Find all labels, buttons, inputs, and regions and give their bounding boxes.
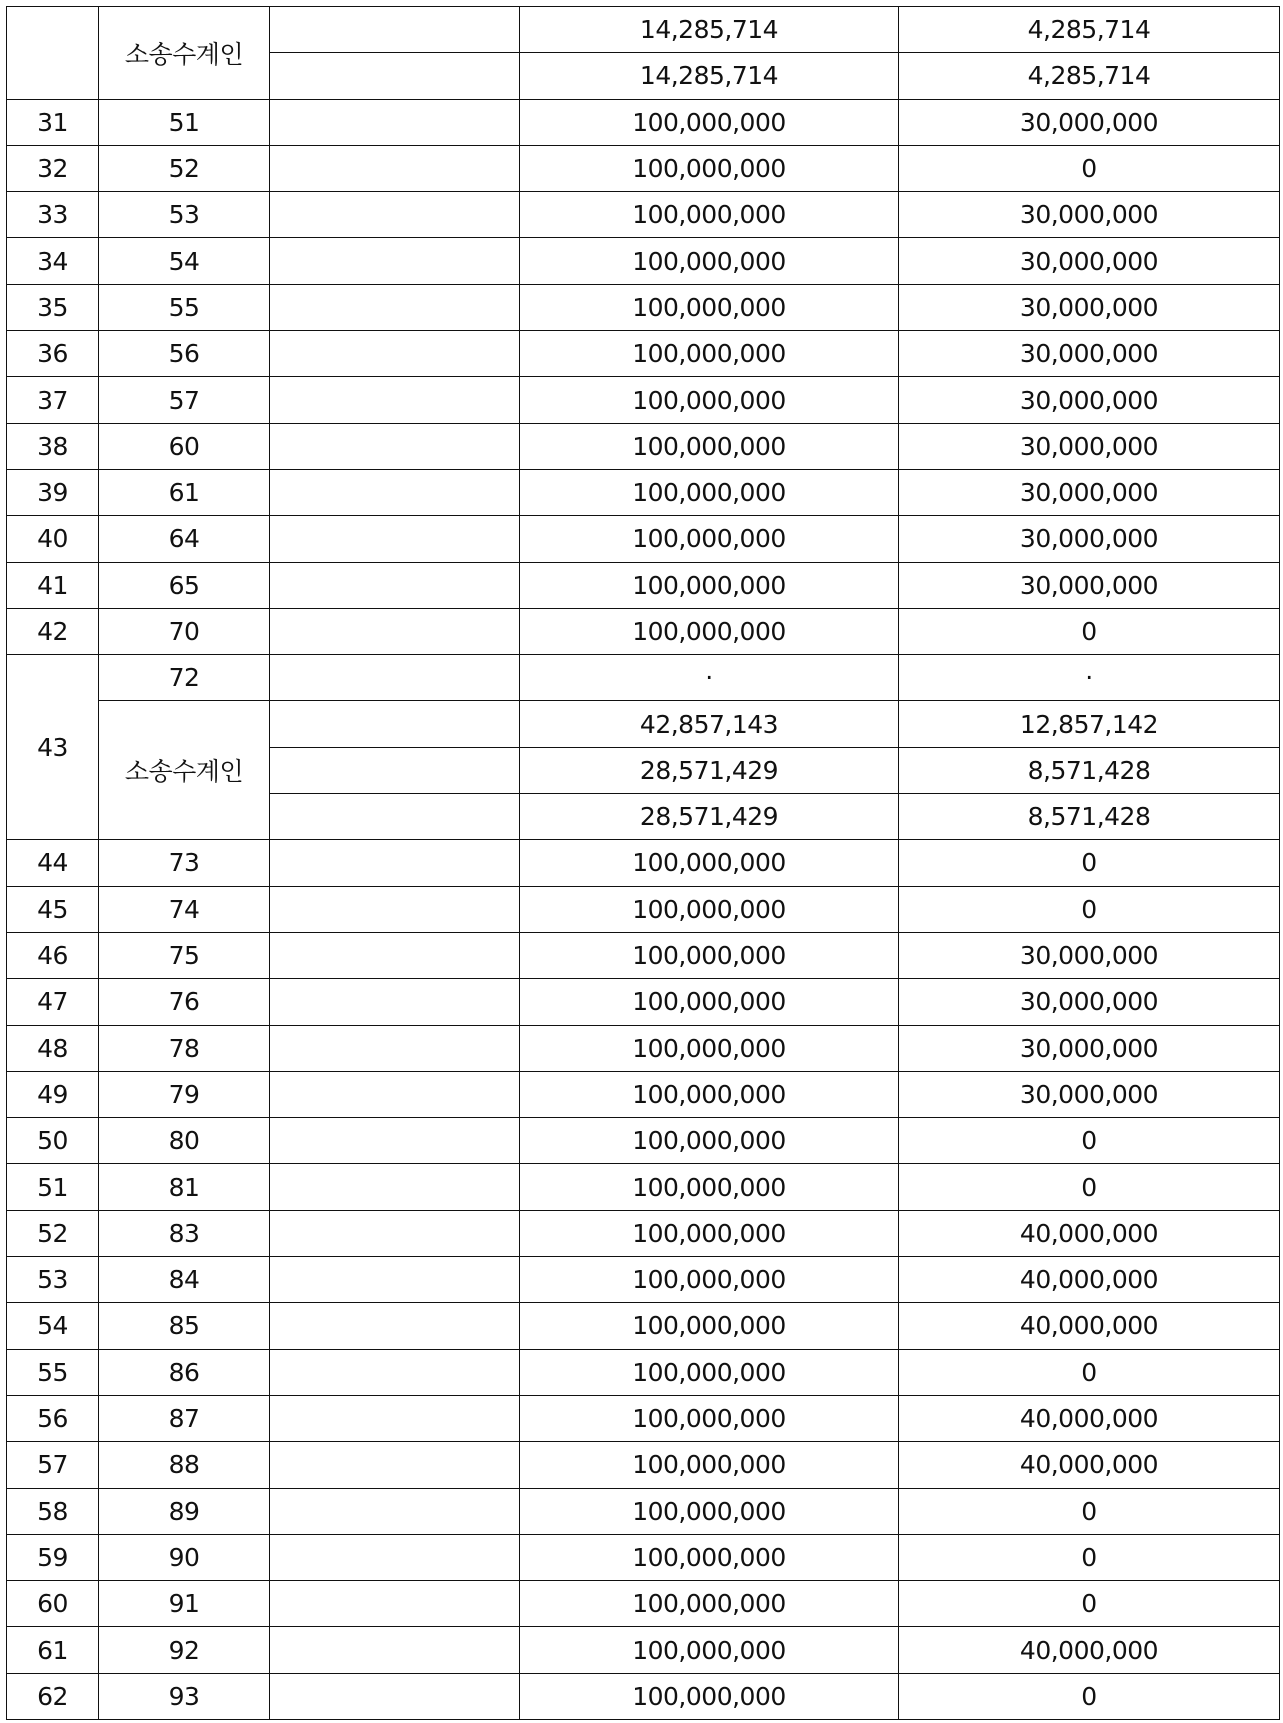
awarded-amount-cell: 40,000,000 bbox=[899, 1395, 1280, 1441]
name-cell bbox=[270, 377, 520, 423]
seq-cell: 56 bbox=[7, 1395, 99, 1441]
table-row bbox=[7, 1210, 1280, 1256]
table-row bbox=[7, 516, 1280, 562]
name-cell bbox=[270, 1488, 520, 1534]
name-cell bbox=[270, 1071, 520, 1117]
table-row bbox=[7, 1534, 1280, 1580]
name-cell bbox=[270, 53, 520, 99]
seq-cell: 53 bbox=[7, 1257, 99, 1303]
table-row bbox=[7, 1395, 1280, 1441]
name-cell bbox=[270, 932, 520, 978]
claim-amount-cell: 100,000,000 bbox=[520, 1581, 899, 1627]
awarded-amount-cell: 4,285,714 bbox=[899, 53, 1280, 99]
name-cell bbox=[270, 284, 520, 330]
table-row bbox=[7, 1118, 1280, 1164]
seq-cell: 62 bbox=[7, 1673, 99, 1719]
claim-amount-cell: 100,000,000 bbox=[520, 331, 899, 377]
claimant-no-cell: 92 bbox=[99, 1627, 270, 1673]
awarded-amount-cell: 30,000,000 bbox=[899, 1071, 1280, 1117]
claimant-no-cell: 60 bbox=[99, 423, 270, 469]
awarded-amount-cell: 30,000,000 bbox=[899, 331, 1280, 377]
name-cell bbox=[270, 238, 520, 284]
seq-cell: 36 bbox=[7, 331, 99, 377]
table-row bbox=[7, 331, 1280, 377]
name-cell bbox=[270, 1257, 520, 1303]
seq-cell: 54 bbox=[7, 1303, 99, 1349]
claimant-no-cell: 72 bbox=[99, 655, 270, 701]
claims-table bbox=[6, 6, 1280, 1720]
claim-amount-cell: 100,000,000 bbox=[520, 1442, 899, 1488]
awarded-amount-cell: 40,000,000 bbox=[899, 1442, 1280, 1488]
awarded-amount-cell: 0 bbox=[899, 1673, 1280, 1719]
claimant-no-cell: 56 bbox=[99, 331, 270, 377]
awarded-amount-cell: 0 bbox=[899, 1581, 1280, 1627]
seq-cell: 40 bbox=[7, 516, 99, 562]
claim-amount-cell: 100,000,000 bbox=[520, 1118, 899, 1164]
claimant-no-cell: 84 bbox=[99, 1257, 270, 1303]
claim-amount-cell: 14,285,714 bbox=[520, 53, 899, 99]
table-row bbox=[7, 1627, 1280, 1673]
seq-cell: 43 bbox=[7, 655, 99, 840]
claim-amount-cell: 100,000,000 bbox=[520, 1627, 899, 1673]
table-row bbox=[7, 99, 1280, 145]
awarded-amount-cell: 0 bbox=[899, 1488, 1280, 1534]
claim-amount-cell: 100,000,000 bbox=[520, 979, 899, 1025]
claim-amount-cell: 100,000,000 bbox=[520, 145, 899, 191]
seq-cell: 44 bbox=[7, 840, 99, 886]
name-cell bbox=[270, 1164, 520, 1210]
seq-cell: 52 bbox=[7, 1210, 99, 1256]
awarded-amount-cell: 0 bbox=[899, 886, 1280, 932]
claimant-no-cell: 55 bbox=[99, 284, 270, 330]
awarded-amount-cell: 0 bbox=[899, 145, 1280, 191]
claimant-no-cell: 88 bbox=[99, 1442, 270, 1488]
claimant-no-cell: 86 bbox=[99, 1349, 270, 1395]
seq-cell: 51 bbox=[7, 1164, 99, 1210]
claimant-no-cell: 93 bbox=[99, 1673, 270, 1719]
seq-cell: 46 bbox=[7, 932, 99, 978]
claimant-no-cell: 89 bbox=[99, 1488, 270, 1534]
name-cell bbox=[270, 1442, 520, 1488]
seq-cell: 34 bbox=[7, 238, 99, 284]
awarded-amount-cell: 8,571,428 bbox=[899, 747, 1280, 793]
table-row bbox=[7, 1071, 1280, 1117]
table-row bbox=[7, 7, 1280, 53]
seq-cell: 39 bbox=[7, 469, 99, 515]
claimant-no-cell: 57 bbox=[99, 377, 270, 423]
awarded-amount-cell: · bbox=[899, 655, 1280, 701]
claims-table-body bbox=[7, 7, 1280, 1720]
table-row bbox=[7, 469, 1280, 515]
claim-amount-cell: 100,000,000 bbox=[520, 192, 899, 238]
name-cell bbox=[270, 469, 520, 515]
seq-cell: 49 bbox=[7, 1071, 99, 1117]
claimant-no-cell: 65 bbox=[99, 562, 270, 608]
claim-amount-cell: 100,000,000 bbox=[520, 1210, 899, 1256]
claim-amount-cell: 100,000,000 bbox=[520, 99, 899, 145]
name-cell bbox=[270, 516, 520, 562]
claim-amount-cell: 100,000,000 bbox=[520, 562, 899, 608]
claim-amount-cell: 100,000,000 bbox=[520, 840, 899, 886]
table-row bbox=[7, 284, 1280, 330]
name-cell bbox=[270, 655, 520, 701]
name-cell bbox=[270, 840, 520, 886]
seq-cell: 33 bbox=[7, 192, 99, 238]
claimant-no-cell: 73 bbox=[99, 840, 270, 886]
table-row bbox=[7, 932, 1280, 978]
claimant-no-cell: 85 bbox=[99, 1303, 270, 1349]
claimant-no-cell: 54 bbox=[99, 238, 270, 284]
claim-amount-cell: 100,000,000 bbox=[520, 1488, 899, 1534]
awarded-amount-cell: 30,000,000 bbox=[899, 423, 1280, 469]
seq-cell: 32 bbox=[7, 145, 99, 191]
claim-amount-cell: 100,000,000 bbox=[520, 1071, 899, 1117]
seq-cell: 41 bbox=[7, 562, 99, 608]
claim-amount-cell: 100,000,000 bbox=[520, 886, 899, 932]
table-row bbox=[7, 1581, 1280, 1627]
claim-amount-cell: 100,000,000 bbox=[520, 469, 899, 515]
table-row bbox=[7, 840, 1280, 886]
name-cell bbox=[270, 192, 520, 238]
table-row bbox=[7, 238, 1280, 284]
table-row bbox=[7, 377, 1280, 423]
name-cell bbox=[270, 562, 520, 608]
awarded-amount-cell: 30,000,000 bbox=[899, 979, 1280, 1025]
seq-cell: 60 bbox=[7, 1581, 99, 1627]
name-cell bbox=[270, 1210, 520, 1256]
claim-amount-cell: 100,000,000 bbox=[520, 1534, 899, 1580]
name-cell bbox=[270, 747, 520, 793]
claim-amount-cell: 100,000,000 bbox=[520, 1303, 899, 1349]
claim-amount-cell: 100,000,000 bbox=[520, 284, 899, 330]
claim-amount-cell: 14,285,714 bbox=[520, 7, 899, 53]
seq-cell: 61 bbox=[7, 1627, 99, 1673]
successor-label-cell: 소송수계인 bbox=[99, 7, 270, 100]
name-cell bbox=[270, 1673, 520, 1719]
name-cell bbox=[270, 1025, 520, 1071]
table-row bbox=[7, 979, 1280, 1025]
awarded-amount-cell: 12,857,142 bbox=[899, 701, 1280, 747]
table-row bbox=[7, 1442, 1280, 1488]
seq-cell: 45 bbox=[7, 886, 99, 932]
claim-amount-cell: 100,000,000 bbox=[520, 608, 899, 654]
seq-cell: 42 bbox=[7, 608, 99, 654]
awarded-amount-cell: 30,000,000 bbox=[899, 99, 1280, 145]
table-row bbox=[7, 562, 1280, 608]
seq-cell: 38 bbox=[7, 423, 99, 469]
name-cell bbox=[270, 794, 520, 840]
table-row bbox=[7, 1673, 1280, 1719]
seq-cell bbox=[7, 7, 99, 100]
seq-cell: 35 bbox=[7, 284, 99, 330]
claimant-no-cell: 76 bbox=[99, 979, 270, 1025]
awarded-amount-cell: 40,000,000 bbox=[899, 1210, 1280, 1256]
awarded-amount-cell: 0 bbox=[899, 840, 1280, 886]
table-row bbox=[7, 701, 1280, 747]
successor-label-cell: 소송수계인 bbox=[99, 701, 270, 840]
awarded-amount-cell: 0 bbox=[899, 1534, 1280, 1580]
seq-cell: 57 bbox=[7, 1442, 99, 1488]
claimant-no-cell: 51 bbox=[99, 99, 270, 145]
claimant-no-cell: 79 bbox=[99, 1071, 270, 1117]
awarded-amount-cell: 30,000,000 bbox=[899, 377, 1280, 423]
name-cell bbox=[270, 1534, 520, 1580]
claimant-no-cell: 75 bbox=[99, 932, 270, 978]
claimant-no-cell: 64 bbox=[99, 516, 270, 562]
claimant-no-cell: 53 bbox=[99, 192, 270, 238]
claimant-no-cell: 80 bbox=[99, 1118, 270, 1164]
claim-amount-cell: 42,857,143 bbox=[520, 701, 899, 747]
claimant-no-cell: 78 bbox=[99, 1025, 270, 1071]
table-row bbox=[7, 192, 1280, 238]
claim-amount-cell: 28,571,429 bbox=[520, 794, 899, 840]
awarded-amount-cell: 8,571,428 bbox=[899, 794, 1280, 840]
seq-cell: 59 bbox=[7, 1534, 99, 1580]
claim-amount-cell: 100,000,000 bbox=[520, 238, 899, 284]
awarded-amount-cell: 30,000,000 bbox=[899, 562, 1280, 608]
name-cell bbox=[270, 1581, 520, 1627]
claim-amount-cell: 100,000,000 bbox=[520, 1395, 899, 1441]
table-row bbox=[7, 423, 1280, 469]
seq-cell: 55 bbox=[7, 1349, 99, 1395]
claim-amount-cell: 100,000,000 bbox=[520, 377, 899, 423]
name-cell bbox=[270, 979, 520, 1025]
claim-amount-cell: 28,571,429 bbox=[520, 747, 899, 793]
claimant-no-cell: 87 bbox=[99, 1395, 270, 1441]
claim-amount-cell: 100,000,000 bbox=[520, 423, 899, 469]
claimant-no-cell: 52 bbox=[99, 145, 270, 191]
table-row bbox=[7, 1488, 1280, 1534]
table-row bbox=[7, 1164, 1280, 1210]
claim-amount-cell: 100,000,000 bbox=[520, 1164, 899, 1210]
name-cell bbox=[270, 1395, 520, 1441]
name-cell bbox=[270, 1118, 520, 1164]
seq-cell: 48 bbox=[7, 1025, 99, 1071]
name-cell bbox=[270, 7, 520, 53]
claim-amount-cell: 100,000,000 bbox=[520, 1257, 899, 1303]
claimant-no-cell: 81 bbox=[99, 1164, 270, 1210]
claim-amount-cell: 100,000,000 bbox=[520, 1349, 899, 1395]
claimant-no-cell: 90 bbox=[99, 1534, 270, 1580]
awarded-amount-cell: 40,000,000 bbox=[899, 1257, 1280, 1303]
awarded-amount-cell: 0 bbox=[899, 1118, 1280, 1164]
claim-amount-cell: 100,000,000 bbox=[520, 1673, 899, 1719]
seq-cell: 47 bbox=[7, 979, 99, 1025]
name-cell bbox=[270, 331, 520, 377]
table-row bbox=[7, 1303, 1280, 1349]
claim-amount-cell: · bbox=[520, 655, 899, 701]
awarded-amount-cell: 30,000,000 bbox=[899, 932, 1280, 978]
awarded-amount-cell: 40,000,000 bbox=[899, 1303, 1280, 1349]
awarded-amount-cell: 0 bbox=[899, 1349, 1280, 1395]
awarded-amount-cell: 30,000,000 bbox=[899, 469, 1280, 515]
table-row bbox=[7, 655, 1280, 701]
name-cell bbox=[270, 608, 520, 654]
name-cell bbox=[270, 701, 520, 747]
table-row bbox=[7, 1257, 1280, 1303]
awarded-amount-cell: 30,000,000 bbox=[899, 192, 1280, 238]
name-cell bbox=[270, 99, 520, 145]
awarded-amount-cell: 0 bbox=[899, 608, 1280, 654]
name-cell bbox=[270, 1349, 520, 1395]
claim-amount-cell: 100,000,000 bbox=[520, 1025, 899, 1071]
name-cell bbox=[270, 145, 520, 191]
claim-amount-cell: 100,000,000 bbox=[520, 516, 899, 562]
awarded-amount-cell: 0 bbox=[899, 1164, 1280, 1210]
claim-amount-cell: 100,000,000 bbox=[520, 932, 899, 978]
seq-cell: 37 bbox=[7, 377, 99, 423]
name-cell bbox=[270, 1627, 520, 1673]
awarded-amount-cell: 30,000,000 bbox=[899, 1025, 1280, 1071]
awarded-amount-cell: 30,000,000 bbox=[899, 238, 1280, 284]
seq-cell: 58 bbox=[7, 1488, 99, 1534]
seq-cell: 31 bbox=[7, 99, 99, 145]
awarded-amount-cell: 40,000,000 bbox=[899, 1627, 1280, 1673]
claimant-no-cell: 83 bbox=[99, 1210, 270, 1256]
seq-cell: 50 bbox=[7, 1118, 99, 1164]
name-cell bbox=[270, 886, 520, 932]
awarded-amount-cell: 4,285,714 bbox=[899, 7, 1280, 53]
table-row bbox=[7, 1025, 1280, 1071]
table-row bbox=[7, 1349, 1280, 1395]
awarded-amount-cell: 30,000,000 bbox=[899, 284, 1280, 330]
claimant-no-cell: 74 bbox=[99, 886, 270, 932]
table-row bbox=[7, 145, 1280, 191]
awarded-amount-cell: 30,000,000 bbox=[899, 516, 1280, 562]
table-row bbox=[7, 886, 1280, 932]
claimant-no-cell: 91 bbox=[99, 1581, 270, 1627]
table-row bbox=[7, 608, 1280, 654]
claimant-no-cell: 70 bbox=[99, 608, 270, 654]
name-cell bbox=[270, 1303, 520, 1349]
name-cell bbox=[270, 423, 520, 469]
claimant-no-cell: 61 bbox=[99, 469, 270, 515]
